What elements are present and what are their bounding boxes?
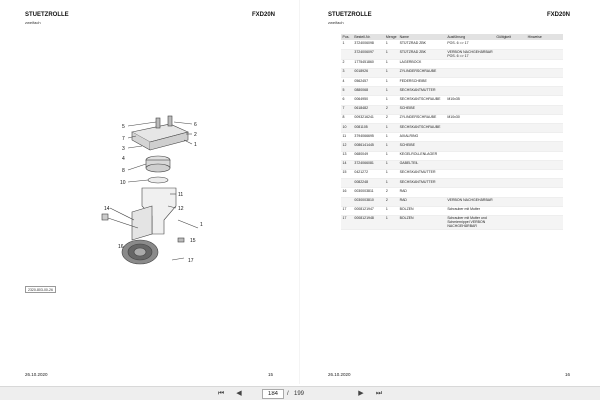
validity-cell [495, 133, 526, 142]
page-number-input[interactable] [262, 389, 284, 399]
quantity-cell: 1 [384, 142, 398, 151]
table-row [341, 160, 563, 169]
remark-cell [526, 133, 563, 142]
pos-cell: 6 [341, 96, 353, 105]
pos-cell: 13 [341, 151, 353, 160]
name-cell: SECHSKANTSCHRAUBE [398, 96, 446, 105]
remark-cell [526, 78, 563, 87]
callout-label: 6 [194, 122, 197, 128]
quantity-cell: 1 [384, 78, 398, 87]
table-row [341, 105, 563, 114]
validity-cell [495, 179, 526, 188]
parts-table-body [341, 40, 563, 229]
footer-page-number: 16 [564, 372, 570, 377]
previous-page-icon[interactable]: ◀ [236, 390, 242, 397]
remark-cell [526, 215, 563, 229]
table-row [341, 215, 563, 229]
quantity-cell: 2 [384, 188, 398, 197]
callout-label: 16 [118, 244, 124, 250]
remark-cell [526, 124, 563, 133]
pos-cell: 4 [341, 78, 353, 87]
execution-cell [446, 87, 495, 96]
table-row [341, 49, 563, 59]
column-header: Bestell-Nr. [353, 34, 384, 40]
order-number-cell: 3794066695 [353, 133, 384, 142]
right-page [300, 0, 600, 384]
validity-cell [495, 78, 526, 87]
execution-cell [446, 160, 495, 169]
validity-cell [495, 215, 526, 229]
left-page [0, 0, 300, 384]
table-row [341, 206, 563, 215]
callout-label: 4 [122, 156, 125, 162]
column-header: Ausführung [446, 34, 495, 40]
pos-cell: 17 [341, 206, 353, 215]
name-cell: SECHSKANTMUTTER [398, 87, 446, 96]
name-cell: GABELTEIL [398, 160, 446, 169]
order-number-cell: 3724066081 [353, 160, 384, 169]
table-row [341, 169, 563, 178]
quantity-cell: 2 [384, 197, 398, 206]
pos-cell [341, 179, 353, 188]
remark-cell [526, 169, 563, 178]
table-row [341, 142, 563, 151]
name-cell: ZYLINDERSCHRAUBE [398, 68, 446, 77]
validity-cell [495, 105, 526, 114]
validity-cell [495, 124, 526, 133]
order-number-cell: 3724006097 [353, 49, 384, 59]
remark-cell [526, 142, 563, 151]
pos-cell: 7 [341, 105, 353, 114]
pos-cell: 17 [341, 215, 353, 229]
table-row [341, 68, 563, 77]
page-title: STUETZROLLE [25, 12, 69, 18]
pos-cell: 11 [341, 133, 353, 142]
remark-cell [526, 151, 563, 160]
quantity-cell: 1 [384, 40, 398, 49]
quantity-cell: 2 [384, 114, 398, 123]
name-cell: FEDERSCHEIBE [398, 78, 446, 87]
validity-cell [495, 49, 526, 59]
name-cell: SCHEIBE [398, 105, 446, 114]
table-row [341, 96, 563, 105]
pos-cell: 15 [341, 169, 353, 178]
execution-cell [446, 169, 495, 178]
callout-label: 5 [122, 124, 125, 130]
callout-label: 10 [120, 180, 126, 186]
validity-cell [495, 87, 526, 96]
order-number-cell: 0421272 [353, 169, 384, 178]
table-row [341, 124, 563, 133]
table-row [341, 133, 563, 142]
name-cell: LAGERBOCK [398, 59, 446, 68]
pos-cell: 12 [341, 142, 353, 151]
order-number-cell: 3724006098 [353, 40, 384, 49]
pos-cell: 2 [341, 59, 353, 68]
validity-cell [495, 96, 526, 105]
execution-cell: VERBON NACHGEHÄRBAR [446, 197, 495, 206]
execution-cell [446, 133, 495, 142]
remark-cell [526, 179, 563, 188]
remark-cell [526, 160, 563, 169]
column-header: Gültigkeit [495, 34, 526, 40]
next-page-icon[interactable]: ▶ [358, 390, 364, 397]
total-pages: 199 [294, 391, 305, 397]
validity-cell [495, 151, 526, 160]
footer-page-number: 15 [267, 372, 273, 377]
model-label: FXD20N [251, 12, 275, 18]
table-row [341, 59, 563, 68]
execution-cell [446, 188, 495, 197]
order-number-cell: 1775451860 [353, 59, 384, 68]
name-cell: ZYLINDERSCHRAUBE [398, 114, 446, 123]
callout-label: 1 [200, 222, 203, 228]
parts-table [341, 34, 563, 230]
callout-label: 12 [178, 206, 184, 212]
validity-cell [495, 169, 526, 178]
quantity-cell: 1 [384, 215, 398, 229]
table-row [341, 151, 563, 160]
execution-cell [446, 78, 495, 87]
column-header: Pos. [341, 34, 353, 40]
execution-cell [446, 124, 495, 133]
validity-cell [495, 197, 526, 206]
quantity-cell: 1 [384, 124, 398, 133]
remark-cell [526, 206, 563, 215]
name-cell: SECHSKANTMUTTER [398, 169, 446, 178]
order-number-cell: 0093216241 [353, 114, 384, 123]
exploded-view-drawing [80, 110, 220, 280]
validity-cell [495, 68, 526, 77]
remark-cell [526, 40, 563, 49]
pos-cell: 5 [341, 87, 353, 96]
quantity-cell: 1 [384, 68, 398, 77]
remark-cell [526, 87, 563, 96]
remark-cell [526, 105, 563, 114]
table-row [341, 179, 563, 188]
name-cell: SECHSKANTMUTTER [398, 179, 446, 188]
page-title: STUETZROLLE [328, 12, 372, 18]
order-number-cell: 0081105 [353, 124, 384, 133]
pos-cell: 16 [341, 188, 353, 197]
pos-cell [341, 197, 353, 206]
table-row [341, 78, 563, 87]
pos-cell: 1 [341, 40, 353, 49]
page-subtitle: zweifach [25, 20, 41, 25]
name-cell: RAD [398, 197, 446, 206]
callout-label: 1 [194, 142, 197, 148]
name-cell: STÜTZRAD ZBK [398, 49, 446, 59]
column-header: Hinweise [526, 34, 563, 40]
callout-label: 2 [194, 132, 197, 138]
page-subtitle: zweifach [328, 20, 344, 25]
order-number-cell: 0018926 [353, 68, 384, 77]
footer-date: 26.10.2020 [25, 372, 48, 377]
drawing-reference-code: 2320-803-00-26 [25, 286, 56, 293]
pos-cell [341, 49, 353, 59]
quantity-cell: 1 [384, 151, 398, 160]
callout-label: 15 [190, 238, 196, 244]
execution-cell [446, 105, 495, 114]
execution-cell [446, 142, 495, 151]
name-cell: KEGELROLLENLAGER [398, 151, 446, 160]
name-cell: BOLZEN [398, 215, 446, 229]
order-number-cell: 0562457 [353, 78, 384, 87]
order-number-cell: 0618482 [353, 105, 384, 114]
pos-cell: 14 [341, 160, 353, 169]
validity-cell [495, 40, 526, 49]
name-cell: SCHEIBE [398, 142, 446, 151]
order-number-cell: 0008121947 [353, 206, 384, 215]
validity-cell [495, 114, 526, 123]
table-row [341, 40, 563, 49]
first-page-icon[interactable]: ⏮ [217, 390, 225, 397]
order-number-cell: 0880068 [353, 87, 384, 96]
validity-cell [495, 206, 526, 215]
callout-label: 8 [122, 168, 125, 174]
quantity-cell: 1 [384, 133, 398, 142]
execution-cell: POS. 6 => 17 [446, 40, 495, 49]
callout-label: 14 [104, 206, 110, 212]
page-separator: / [287, 391, 289, 397]
order-number-cell: 0008121948 [353, 215, 384, 229]
name-cell: BOLZEN [398, 206, 446, 215]
column-header: Menge [385, 35, 397, 39]
quantity-cell: 1 [384, 96, 398, 105]
execution-cell: M10x35 [446, 96, 495, 105]
execution-cell: Schrauber mit Mutter [446, 206, 495, 215]
validity-cell [495, 59, 526, 68]
execution-cell [446, 59, 495, 68]
pos-cell: 3 [341, 68, 353, 77]
name-cell: RAD [398, 188, 446, 197]
column-header: Name [398, 34, 446, 40]
remark-cell [526, 114, 563, 123]
execution-cell [446, 68, 495, 77]
table-row [341, 87, 563, 96]
order-number-cell: 0064950 [353, 96, 384, 105]
quantity-cell: 1 [384, 59, 398, 68]
callout-label: 17 [188, 258, 194, 264]
execution-cell: M10x30 [446, 114, 495, 123]
quantity-cell: 1 [384, 160, 398, 169]
quantity-cell: 1 [384, 87, 398, 96]
remark-cell [526, 49, 563, 59]
callout-label: 11 [178, 192, 184, 198]
quantity-cell: 1 [384, 169, 398, 178]
quantity-cell: 1 [384, 49, 398, 59]
table-row [341, 188, 563, 197]
quantity-cell: 1 [384, 179, 398, 188]
execution-cell [446, 151, 495, 160]
execution-cell: VERBON NACHGEHÄRBAR POS. 6 => 17 [446, 49, 495, 59]
footer-date: 26.10.2020 [328, 372, 351, 377]
order-number-cell: 0680049 [353, 151, 384, 160]
remark-cell [526, 197, 563, 206]
callout-label: 3 [122, 146, 125, 152]
quantity-cell: 2 [384, 105, 398, 114]
quantity-cell: 1 [384, 206, 398, 215]
pos-cell: 10 [341, 124, 353, 133]
order-number-cell: 0030003811 [353, 188, 384, 197]
page-navigation-toolbar [0, 386, 600, 400]
table-row [341, 114, 563, 123]
remark-cell [526, 68, 563, 77]
remark-cell [526, 96, 563, 105]
name-cell: SECHSKANTSCHRAUBE [398, 124, 446, 133]
validity-cell [495, 188, 526, 197]
callout-label: 7 [122, 136, 125, 142]
remark-cell [526, 59, 563, 68]
order-number-cell: 0086141445 [353, 142, 384, 151]
execution-cell: Schrauber mit Mutter und Schmiernippel VERBON NACHGEHÄRBAR [446, 215, 495, 229]
model-label: FXD20N [546, 12, 570, 18]
last-page-icon[interactable]: ⏭ [375, 390, 383, 397]
remark-cell [526, 188, 563, 197]
order-number-cell: 0030003810 [353, 197, 384, 206]
validity-cell [495, 160, 526, 169]
order-number-cell: 0082248 [353, 179, 384, 188]
name-cell: AXIALRING [398, 133, 446, 142]
validity-cell [495, 142, 526, 151]
table-row [341, 197, 563, 206]
pos-cell: 8 [341, 114, 353, 123]
execution-cell [446, 179, 495, 188]
name-cell: STÜTZRAD ZBK [398, 40, 446, 49]
